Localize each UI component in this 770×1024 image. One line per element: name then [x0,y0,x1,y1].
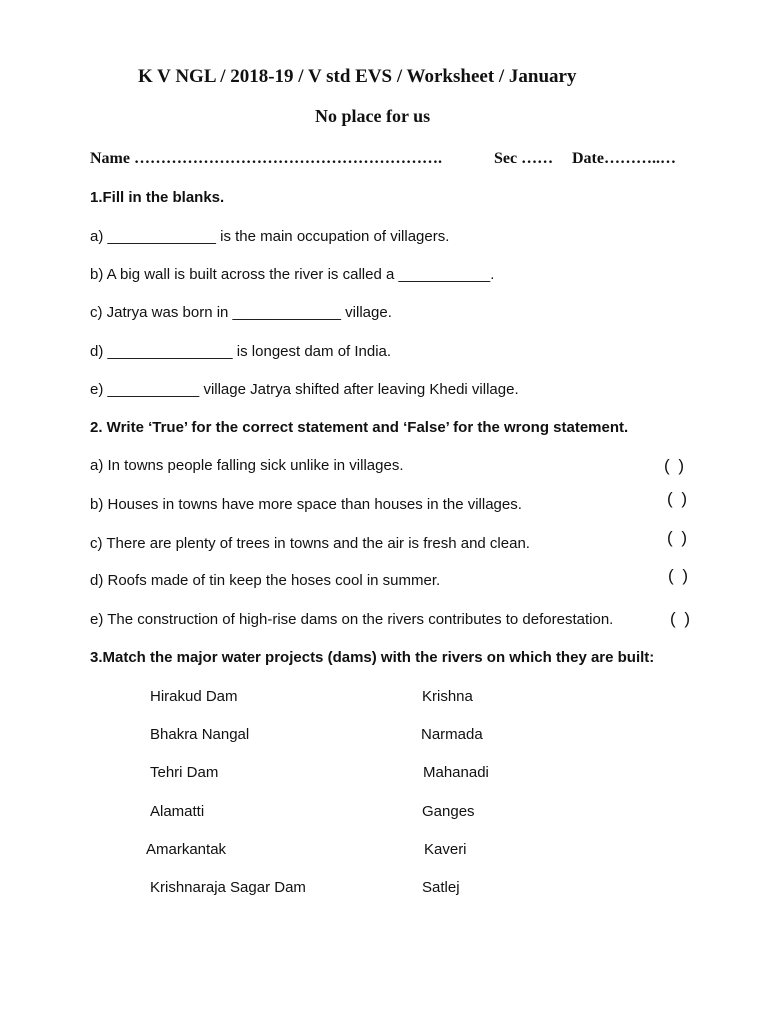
dam-item: Krishnaraja Sagar Dam [150,879,306,896]
date-field: Date………..… [572,150,676,167]
blank-question-c: c) Jatrya was born in _____________ village. [90,304,392,321]
blank-question-d: d) _______________ is longest dam of India. [90,343,392,360]
river-item: Ganges [422,803,475,820]
blank-question-b: b) A big wall is built across the river is called a ___________. [90,266,495,283]
tf-statement-a: a) In towns people falling sick unlike in villages. [90,457,404,474]
river-item: Mahanadi [423,764,489,781]
blank-question-a: a) _____________ is the main occupation of villagers. [90,228,450,245]
answer-bracket-e[interactable]: ( ) [670,609,693,628]
section3-heading: 3.Match the major water projects (dams) with the rivers on which they are built: [90,649,655,666]
tf-statement-c: c) There are plenty of trees in towns and the air is fresh and clean. [90,535,530,552]
answer-bracket-b[interactable]: ( ) [667,489,690,508]
river-item: Krishna [422,688,473,705]
tf-statement-e: e) The construction of high-rise dams on the rivers contributes to deforestation. [90,611,614,628]
section2-heading: 2. Write ‘True’ for the correct statement and ‘False’ for the wrong statement. [90,419,629,436]
dam-item: Amarkantak [146,841,227,858]
river-item: Kaveri [424,841,467,858]
dam-item: Hirakud Dam [150,688,238,705]
sec-field: Sec …… [494,150,554,167]
dam-item: Bhakra Nangal [150,726,250,743]
river-item: Satlej [422,879,460,896]
answer-bracket-c[interactable]: ( ) [667,528,690,547]
answer-bracket-a[interactable]: ( ) [664,456,687,475]
blank-question-e: e) ___________ village Jatrya shifted after leaving Khedi village. [90,381,519,398]
worksheet-title: K V NGL / 2018-19 / V std EVS / Worksheet / January [138,66,577,87]
section1-heading: 1.Fill in the blanks. [90,189,225,206]
river-item: Narmada [421,726,483,743]
tf-statement-b: b) Houses in towns have more space than houses in the villages. [90,496,522,513]
dam-item: Tehri Dam [150,764,219,781]
name-field: Name …………………………………………………. [90,150,442,167]
worksheet-subtitle: No place for us [315,106,431,126]
tf-statement-d: d) Roofs made of tin keep the hoses cool in summer. [90,572,441,589]
dam-item: Alamatti [150,803,205,820]
answer-bracket-d[interactable]: ( ) [668,566,691,585]
